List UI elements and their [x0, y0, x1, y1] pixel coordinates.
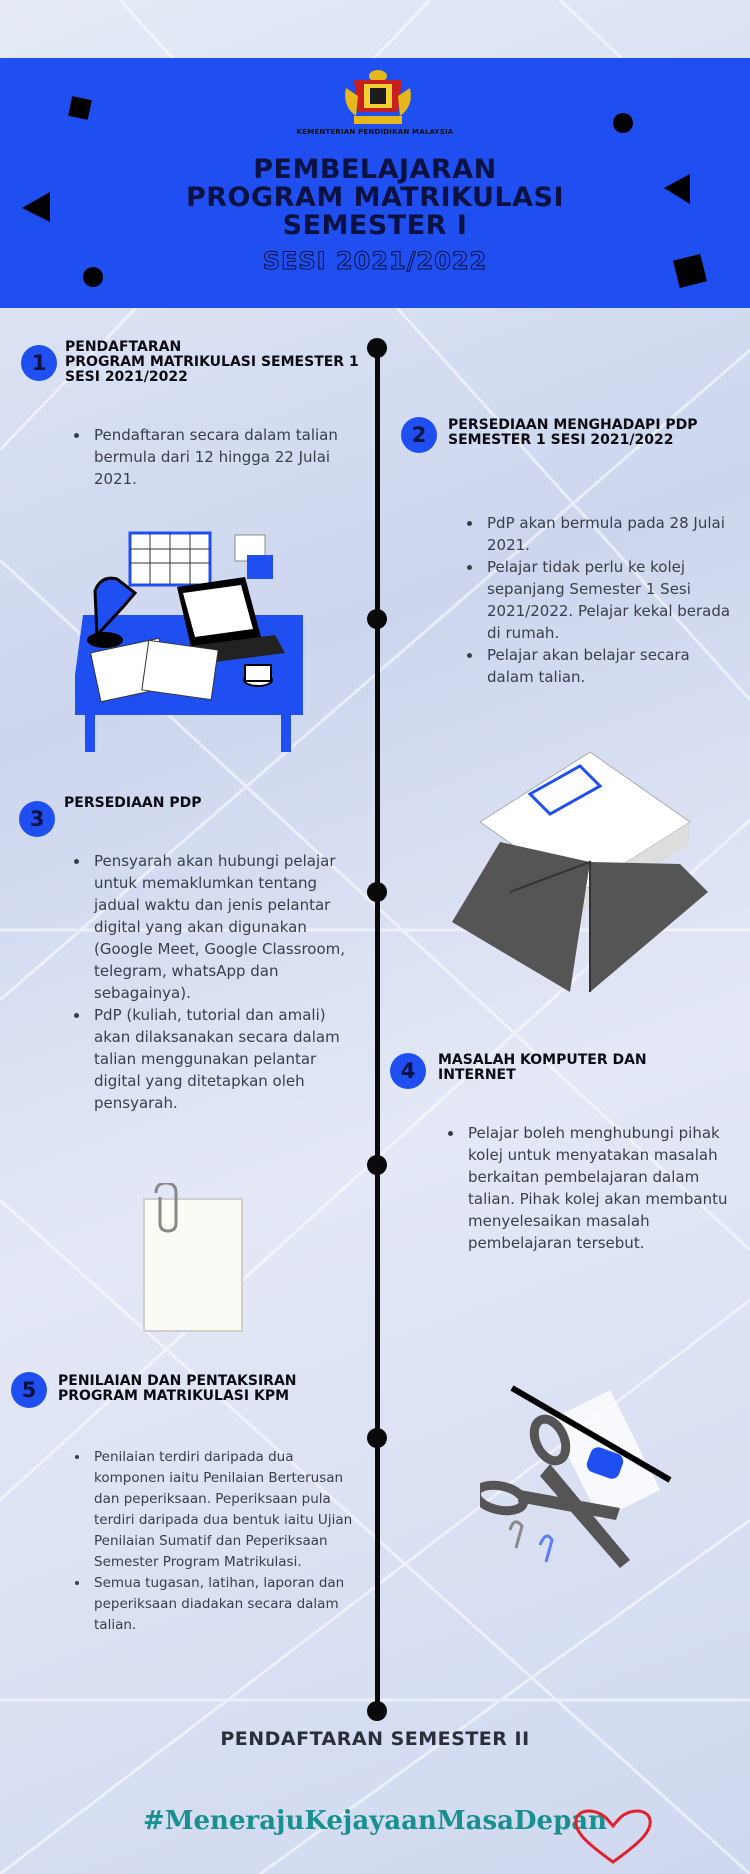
decor-triangle	[662, 172, 692, 206]
section-number: 2	[401, 417, 437, 453]
heading-line: PENILAIAN DAN PENTAKSIRAN	[58, 1373, 297, 1389]
heading-line: PROGRAM MATRIKULASI SEMESTER 1	[65, 354, 359, 370]
timeline-dot	[367, 609, 387, 629]
section-number: 1	[21, 345, 57, 381]
section-heading	[448, 418, 698, 448]
timeline-dot	[367, 1155, 387, 1175]
decor-circle	[83, 267, 103, 287]
section-number: 4	[390, 1053, 426, 1089]
heading-line: SEMESTER 1 SESI 2021/2022	[448, 432, 674, 448]
decor-triangle	[20, 190, 52, 224]
section-bullets	[72, 850, 360, 1114]
heading-line: PERSEDIAAN MENGHADAPI PDP	[448, 417, 698, 433]
ministry-name: KEMENTERIAN PENDIDIKAN MALAYSIA	[296, 128, 454, 136]
bullet-item: • PdP (kuliah, tutorial dan amali) akan dilaksanakan secara dalam talian menggunakan pelantar digital yang ditetapkan oleh pensyarah.	[90, 1004, 360, 1114]
heart-icon	[568, 1806, 658, 1866]
bullet-item: • Semua tugasan, latihan, laporan dan peperiksaan diadakan secara dalam talian.	[90, 1573, 365, 1636]
timeline-dot	[367, 1701, 387, 1721]
decor-square	[68, 96, 92, 120]
section-bullets	[465, 512, 738, 688]
books-illustration	[450, 752, 710, 997]
session-label: SESI 2021/2022	[262, 247, 488, 275]
heading-line: PERSEDIAAN PDP	[64, 795, 202, 811]
heading-line: MASALAH KOMPUTER DAN	[438, 1052, 647, 1068]
decor-circle	[613, 113, 633, 133]
heading-line: SESI 2021/2022	[65, 369, 188, 385]
title-line: PROGRAM MATRIKULASI	[185, 182, 565, 213]
bullet-item: • Pelajar akan belajar secara dalam talian.	[483, 644, 738, 688]
footer-next-title: PENDAFTARAN SEMESTER II	[220, 1728, 530, 1750]
bullet-item: • Pensyarah akan hubungi pelajar untuk memaklumkan tentang jadual waktu dan jenis pelantar digital yang akan digunakan (Google Meet, Google Classroom, telegram, whatsApp dan sebagainya).	[90, 850, 360, 1004]
bullet-item: • PdP akan bermula pada 28 Julai 2021.	[483, 512, 738, 556]
section-heading	[65, 340, 359, 385]
bullet-item: • Pendaftaran secara dalam talian bermula dari 12 hingga 22 Julai 2021.	[90, 424, 360, 490]
title-line: PEMBELAJARAN	[253, 154, 497, 185]
paper-clip-note-illustration	[138, 1183, 248, 1335]
bullet-item: • Pelajar tidak perlu ke kolej sepanjang Semester 1 Sesi 2021/2022. Pelajar kekal berada di rumah.	[483, 556, 738, 644]
heading-line: PROGRAM MATRIKULASI KPM	[58, 1388, 290, 1404]
section-bullets	[72, 424, 360, 490]
bullet-item: • Penilaian terdiri daripada dua komponen iaitu Penilaian Berterusan dan peperiksaan. Peperiksaan pula terdiri daripada dua bentuk iaitu Ujian Penilaian Sumatif dan Peperiksaan Semester Program Matrikulasi.	[90, 1447, 365, 1573]
bullet-item: • Pelajar boleh menghubungi pihak kolej untuk menyatakan masalah berkaitan pembelajaran dalam talian. Pihak kolej akan membantu menyelesaikan masalah pembelajaran tersebut.	[464, 1122, 734, 1254]
section-bullets	[72, 1447, 365, 1636]
timeline-dot	[367, 1428, 387, 1448]
page-title	[0, 156, 750, 240]
title-line: SEMESTER I	[282, 210, 468, 241]
section-number: 5	[11, 1372, 47, 1408]
section-number: 3	[19, 801, 55, 837]
section-heading	[64, 796, 201, 811]
section-heading	[58, 1374, 297, 1404]
scissors-pen-illustration	[480, 1380, 680, 1580]
hashtag-text: #MenerajuKejayaanMasaDepan	[142, 1806, 608, 1836]
heading-line: INTERNET	[438, 1067, 516, 1083]
section-bullets	[446, 1122, 734, 1254]
timeline-line	[375, 345, 380, 1713]
timeline-dot	[367, 338, 387, 358]
timeline-dot	[367, 882, 387, 902]
section-heading	[438, 1053, 647, 1083]
crest-icon	[340, 66, 416, 128]
desk-illustration	[75, 525, 315, 755]
heading-line: PENDAFTARAN	[65, 339, 182, 355]
